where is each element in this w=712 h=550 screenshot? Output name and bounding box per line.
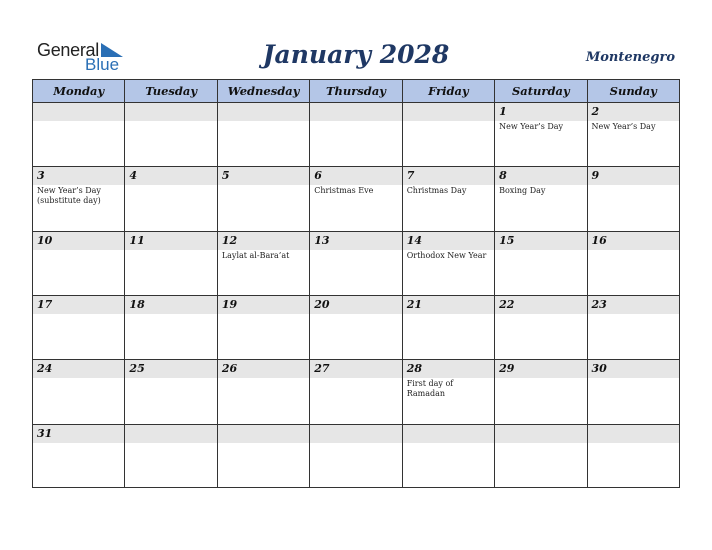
holiday-label: [310, 314, 401, 315]
holiday-label: Orthodox New Year: [406, 250, 487, 260]
day-number: 13: [314, 233, 330, 247]
day-number: 31: [37, 426, 53, 440]
day-cell: [495, 231, 587, 295]
day-cell: [310, 295, 402, 359]
holiday-label: [310, 443, 401, 444]
day-header-bar: [495, 360, 586, 378]
day-header-bar: [218, 232, 309, 250]
week-row: [33, 167, 680, 231]
day-number: 7: [406, 169, 415, 183]
holiday-label: [125, 185, 216, 186]
holiday-label: First day of Ramadan: [406, 379, 454, 399]
day-cell: [495, 424, 587, 487]
holiday-label: [495, 250, 586, 251]
holiday-label: Laylat al-Bara’at: [221, 250, 290, 260]
holiday-label: [495, 378, 586, 379]
day-cell: [495, 295, 587, 359]
day-number: 25: [129, 362, 145, 376]
day-header-bar: [218, 296, 309, 314]
day-cell: [587, 103, 679, 167]
holiday-label: [33, 378, 124, 379]
day-number: 16: [591, 233, 607, 247]
holiday-label: [495, 443, 586, 444]
day-cell: [125, 103, 217, 167]
day-cell: [125, 231, 217, 295]
day-cell: [33, 167, 125, 231]
day-number: 14: [406, 233, 422, 247]
day-cell: [33, 424, 125, 487]
day-cell: [310, 360, 402, 424]
day-header-bar: [403, 167, 494, 185]
holiday-label: [218, 314, 309, 315]
day-header-bar: [33, 296, 124, 314]
day-cell: [125, 167, 217, 231]
week-row: [33, 103, 680, 167]
day-cell: [587, 295, 679, 359]
holiday-label: [588, 443, 679, 444]
holiday-label: [403, 443, 494, 444]
day-cell: [33, 360, 125, 424]
holiday-label: [218, 443, 309, 444]
day-cell: [33, 295, 125, 359]
day-number: 22: [499, 297, 515, 311]
holiday-label: [310, 378, 401, 379]
day-header-bar: [310, 360, 401, 378]
day-cell: [402, 231, 494, 295]
day-cell: [310, 103, 402, 167]
day-header-bar: [218, 103, 309, 121]
day-header-bar: [125, 232, 216, 250]
day-cell: [217, 360, 309, 424]
day-cell: [33, 231, 125, 295]
day-cell: [587, 360, 679, 424]
weekday-header: Thursday: [310, 80, 402, 103]
weekday-header: Monday: [33, 80, 125, 103]
holiday-label: [33, 250, 124, 251]
day-number: 30: [591, 362, 607, 376]
weekday-header: Tuesday: [125, 80, 217, 103]
day-header-bar: [33, 232, 124, 250]
day-cell: [587, 167, 679, 231]
day-header-bar: [495, 232, 586, 250]
day-header-bar: [310, 103, 401, 121]
day-number: 27: [314, 362, 330, 376]
day-cell: [587, 424, 679, 487]
day-header-bar: [403, 103, 494, 121]
logo-text-general: General: [37, 40, 99, 60]
day-number: 15: [499, 233, 515, 247]
day-cell: [495, 360, 587, 424]
holiday-label: [588, 250, 679, 251]
day-header-bar: [33, 167, 124, 185]
holiday-label: New Year’s Day: [499, 122, 564, 131]
day-cell: [402, 295, 494, 359]
day-number: 6: [314, 169, 322, 183]
day-header-bar: [495, 167, 586, 185]
day-header-bar: [218, 425, 309, 443]
holiday-label: [588, 314, 679, 315]
day-number: 18: [129, 297, 145, 311]
day-cell: [217, 103, 309, 167]
day-header-bar: [495, 103, 586, 121]
day-cell: [125, 424, 217, 487]
holiday-label: [588, 378, 679, 379]
day-header-bar: [588, 425, 679, 443]
day-header-bar: [125, 167, 216, 185]
holiday-label: [125, 314, 216, 315]
day-cell: [217, 295, 309, 359]
day-number: 10: [37, 233, 53, 247]
week-row: [33, 231, 680, 295]
holiday-label: New Year’s Day (substitute day): [37, 186, 101, 206]
day-number: 24: [37, 362, 53, 376]
holiday-label: [125, 121, 216, 122]
country-label: Montenegro: [585, 50, 675, 65]
day-header-bar: [310, 296, 401, 314]
day-cell: [495, 103, 587, 167]
day-header-bar: [218, 167, 309, 185]
day-number: 28: [406, 362, 422, 376]
day-number: 19: [221, 297, 238, 311]
day-cell: [402, 360, 494, 424]
day-header-bar: [588, 167, 679, 185]
day-cell: [125, 360, 217, 424]
day-cell: [587, 231, 679, 295]
logo-text-blue: Blue: [85, 55, 120, 74]
day-header-bar: [403, 296, 494, 314]
day-cell: [217, 167, 309, 231]
holiday-label: [403, 121, 494, 122]
day-header-bar: [588, 232, 679, 250]
day-number: 9: [591, 169, 600, 183]
holiday-label: [33, 121, 124, 122]
day-number: 12: [221, 233, 238, 247]
day-header-bar: [310, 167, 401, 185]
day-header-bar: [588, 296, 679, 314]
day-number: 1: [499, 105, 507, 118]
holiday-label: [588, 185, 679, 186]
day-header-bar: [33, 360, 124, 378]
day-header-bar: [310, 425, 401, 443]
holiday-label: Christmas Day: [406, 186, 467, 196]
day-number: 21: [406, 297, 422, 311]
day-number: 29: [499, 362, 515, 376]
day-header-bar: [403, 360, 494, 378]
week-row: [33, 295, 680, 359]
day-header-bar: [33, 103, 124, 121]
day-header-bar: [33, 425, 124, 443]
day-header-bar: [125, 296, 216, 314]
weekday-header-row: [33, 80, 680, 103]
weekday-header: Wednesday: [217, 80, 309, 103]
week-row: [33, 424, 680, 487]
weekday-header: Sunday: [587, 80, 679, 103]
day-number: 2: [591, 105, 600, 118]
day-header-bar: [588, 360, 679, 378]
holiday-label: Boxing Day: [499, 186, 546, 196]
day-cell: [33, 103, 125, 167]
day-number: 5: [221, 169, 230, 183]
day-header-bar: [495, 296, 586, 314]
calendar-grid: [32, 79, 680, 488]
day-number: 20: [314, 297, 330, 311]
day-number: 17: [37, 297, 53, 311]
day-number: 11: [129, 233, 145, 247]
holiday-label: Christmas Eve: [314, 186, 374, 196]
day-header-bar: [403, 232, 494, 250]
day-header-bar: [495, 425, 586, 443]
day-cell: [495, 167, 587, 231]
holiday-label: [310, 250, 401, 251]
day-number: 3: [37, 169, 45, 183]
day-cell: [310, 167, 402, 231]
day-header-bar: [125, 425, 216, 443]
week-row: [33, 360, 680, 424]
day-header-bar: [310, 232, 401, 250]
day-header-bar: [403, 425, 494, 443]
day-cell: [402, 103, 494, 167]
day-number: 23: [591, 297, 607, 311]
day-cell: [125, 295, 217, 359]
day-cell: [217, 424, 309, 487]
day-cell: [310, 424, 402, 487]
day-header-bar: [588, 103, 679, 121]
day-header-bar: [125, 103, 216, 121]
holiday-label: [33, 443, 124, 444]
day-header-bar: [125, 360, 216, 378]
day-cell: [310, 231, 402, 295]
weekday-header: Saturday: [495, 80, 587, 103]
holiday-label: New Year’s Day: [591, 122, 656, 131]
weekday-header: Friday: [402, 80, 494, 103]
day-cell: [217, 231, 309, 295]
holiday-label: [218, 185, 309, 186]
day-header-bar: [218, 360, 309, 378]
day-number: 8: [499, 169, 507, 183]
holiday-label: [310, 121, 401, 122]
holiday-label: [125, 250, 216, 251]
holiday-label: [125, 378, 216, 379]
holiday-label: [403, 314, 494, 315]
day-number: 26: [221, 362, 238, 376]
holiday-label: [125, 443, 216, 444]
day-cell: [402, 167, 494, 231]
holiday-label: [218, 378, 309, 379]
holiday-label: [218, 121, 309, 122]
page-title: January 2028: [262, 40, 450, 69]
day-number: 4: [129, 169, 138, 183]
holiday-label: [33, 314, 124, 315]
day-cell: [402, 424, 494, 487]
holiday-label: [495, 314, 586, 315]
